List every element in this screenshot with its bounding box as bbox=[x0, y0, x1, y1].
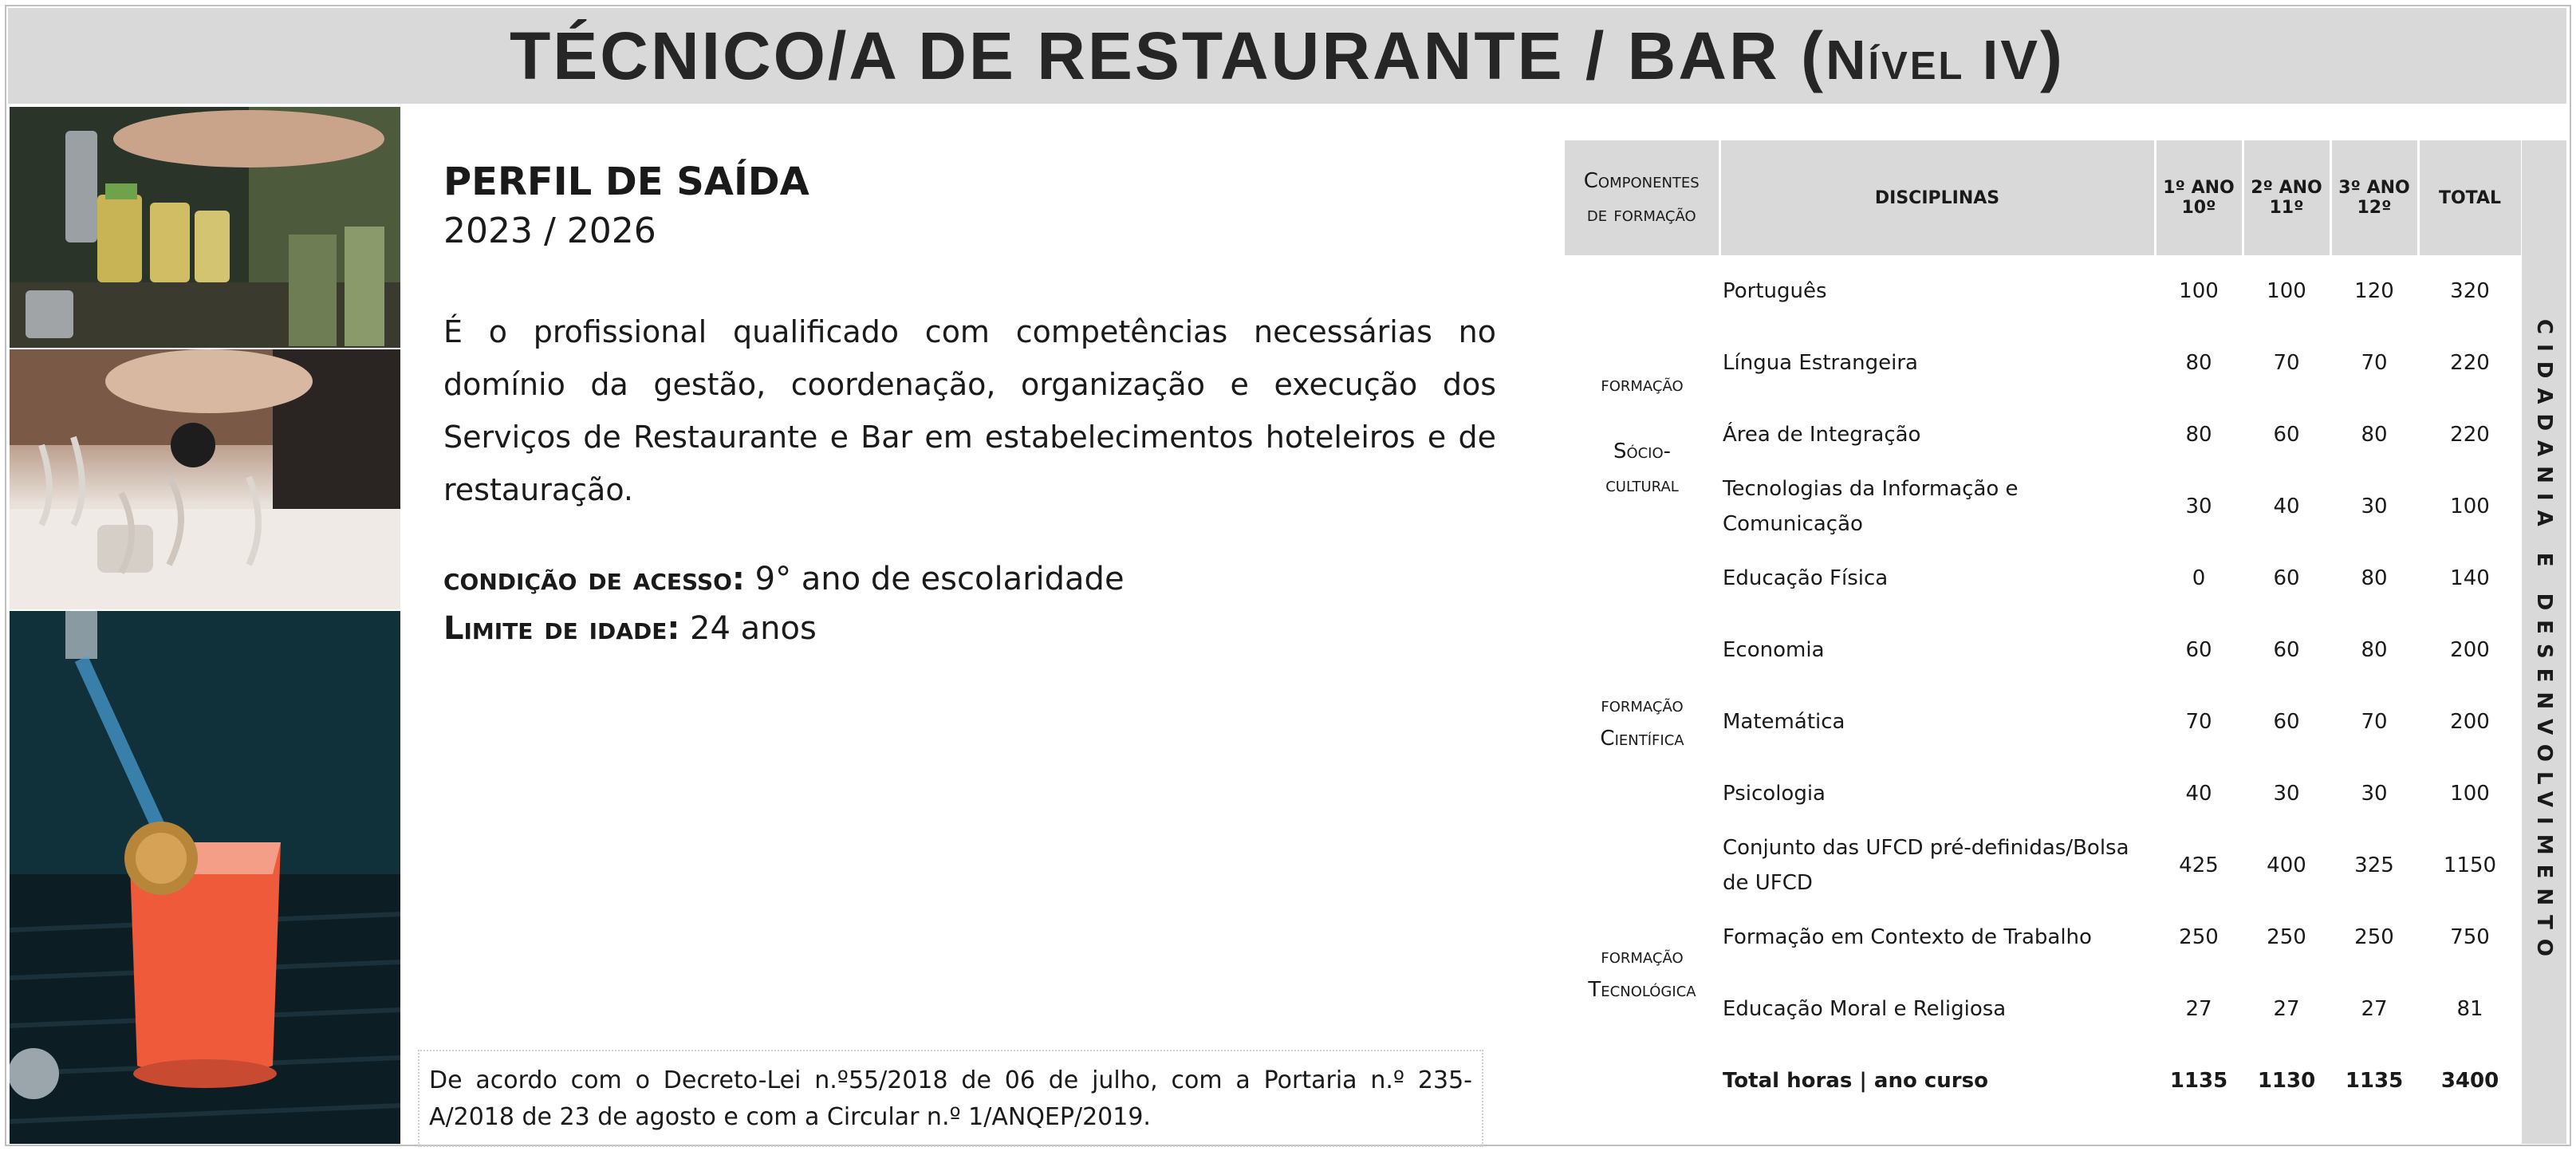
profile-heading: PERFIL DE SAÍDA bbox=[443, 160, 809, 204]
age-label: Limite de idade: bbox=[443, 610, 680, 647]
table-row: Tecnologias da Informação e Comunicação 30 40 30 100 bbox=[1723, 477, 2490, 536]
profile-years: 2023 / 2026 bbox=[443, 211, 656, 251]
header-year-3: 3º ANO 12º bbox=[2330, 140, 2418, 255]
header-year-1: 1º ANO 10º bbox=[2155, 140, 2243, 255]
photo-column bbox=[10, 107, 400, 1144]
table-row: Matemática 70 60 70 200 bbox=[1723, 710, 2490, 734]
side-label-column bbox=[2522, 140, 2566, 1144]
profile-section bbox=[443, 160, 1496, 647]
age-limit bbox=[443, 610, 1496, 647]
header-total: TOTAL bbox=[2418, 140, 2522, 255]
bartender-photo bbox=[10, 107, 400, 348]
header-year-2: 2º ANO 11º bbox=[2243, 140, 2330, 255]
cocktail-photo bbox=[10, 611, 400, 1144]
access-label: condição de acesso: bbox=[443, 561, 745, 597]
side-label: CIDADANIA E DESENVOLVIMENTO bbox=[2532, 318, 2556, 966]
wine-glasses-photo bbox=[10, 349, 400, 609]
header-disciplines: DISCIPLINAS bbox=[1719, 140, 2155, 255]
title-bar bbox=[8, 8, 2566, 104]
group-cientifica: formação Científica bbox=[1600, 693, 1684, 751]
table-row: formação Sócio- cultural Português 100 100 120 320 bbox=[1565, 255, 2522, 327]
access-value: 9° ano de escolaridade bbox=[744, 561, 1125, 597]
table-row: formação Tecnológica Conjunto das UFCD pré-definidas/Bolsa de UFCD 425 400 325 1150 bbox=[1565, 830, 2522, 901]
group-socio-cultural: formação Sócio- cultural bbox=[1601, 372, 1684, 497]
age-value: 24 anos bbox=[679, 610, 817, 647]
page-title: TÉCNICO/A DE RESTAURANTE / BAR (Nível IV) bbox=[509, 18, 2066, 93]
table-row: Psicologia 40 30 30 100 bbox=[1723, 782, 2490, 806]
profile-description: É o profissional qualificado com competências necessárias no domínio da gestão, coordenação, organização e execução dos Serviços de Restaurante e Bar em estabelecimentos hoteleiros e de restauração. bbox=[443, 314, 1496, 507]
legal-note: De acordo com o Decreto-Lei n.º55/2018 de 06 de julho, com a Portaria n.º 235-A/2018 de 23 de agosto e com a Circular n.º 1/ANQEP/2019. bbox=[418, 1050, 1483, 1147]
table-row: Educação Moral e Religiosa 27 27 27 81 bbox=[1723, 997, 2483, 1021]
table-row: Área de Integração 80 60 80 220 bbox=[1723, 423, 2490, 447]
table-row: formação Científica Economia 60 60 80 200 bbox=[1565, 614, 2522, 686]
curriculum-table bbox=[1565, 140, 2523, 1117]
table-row: Formação em Contexto de Trabalho 250 250 250 750 bbox=[1723, 925, 2490, 949]
table-header-row bbox=[1565, 140, 2522, 255]
access-condition bbox=[443, 561, 1496, 597]
header-components: Componentes de formação bbox=[1565, 140, 1719, 255]
group-tecnologica: formação Tecnológica bbox=[1588, 944, 1696, 1002]
table-row: Língua Estrangeira 80 70 70 220 bbox=[1723, 351, 2490, 375]
table-row: Educação Física 0 60 80 140 bbox=[1723, 566, 2490, 590]
table-total-row: Total horas | ano curso 1135 1130 1135 3400 bbox=[1723, 1069, 2499, 1093]
